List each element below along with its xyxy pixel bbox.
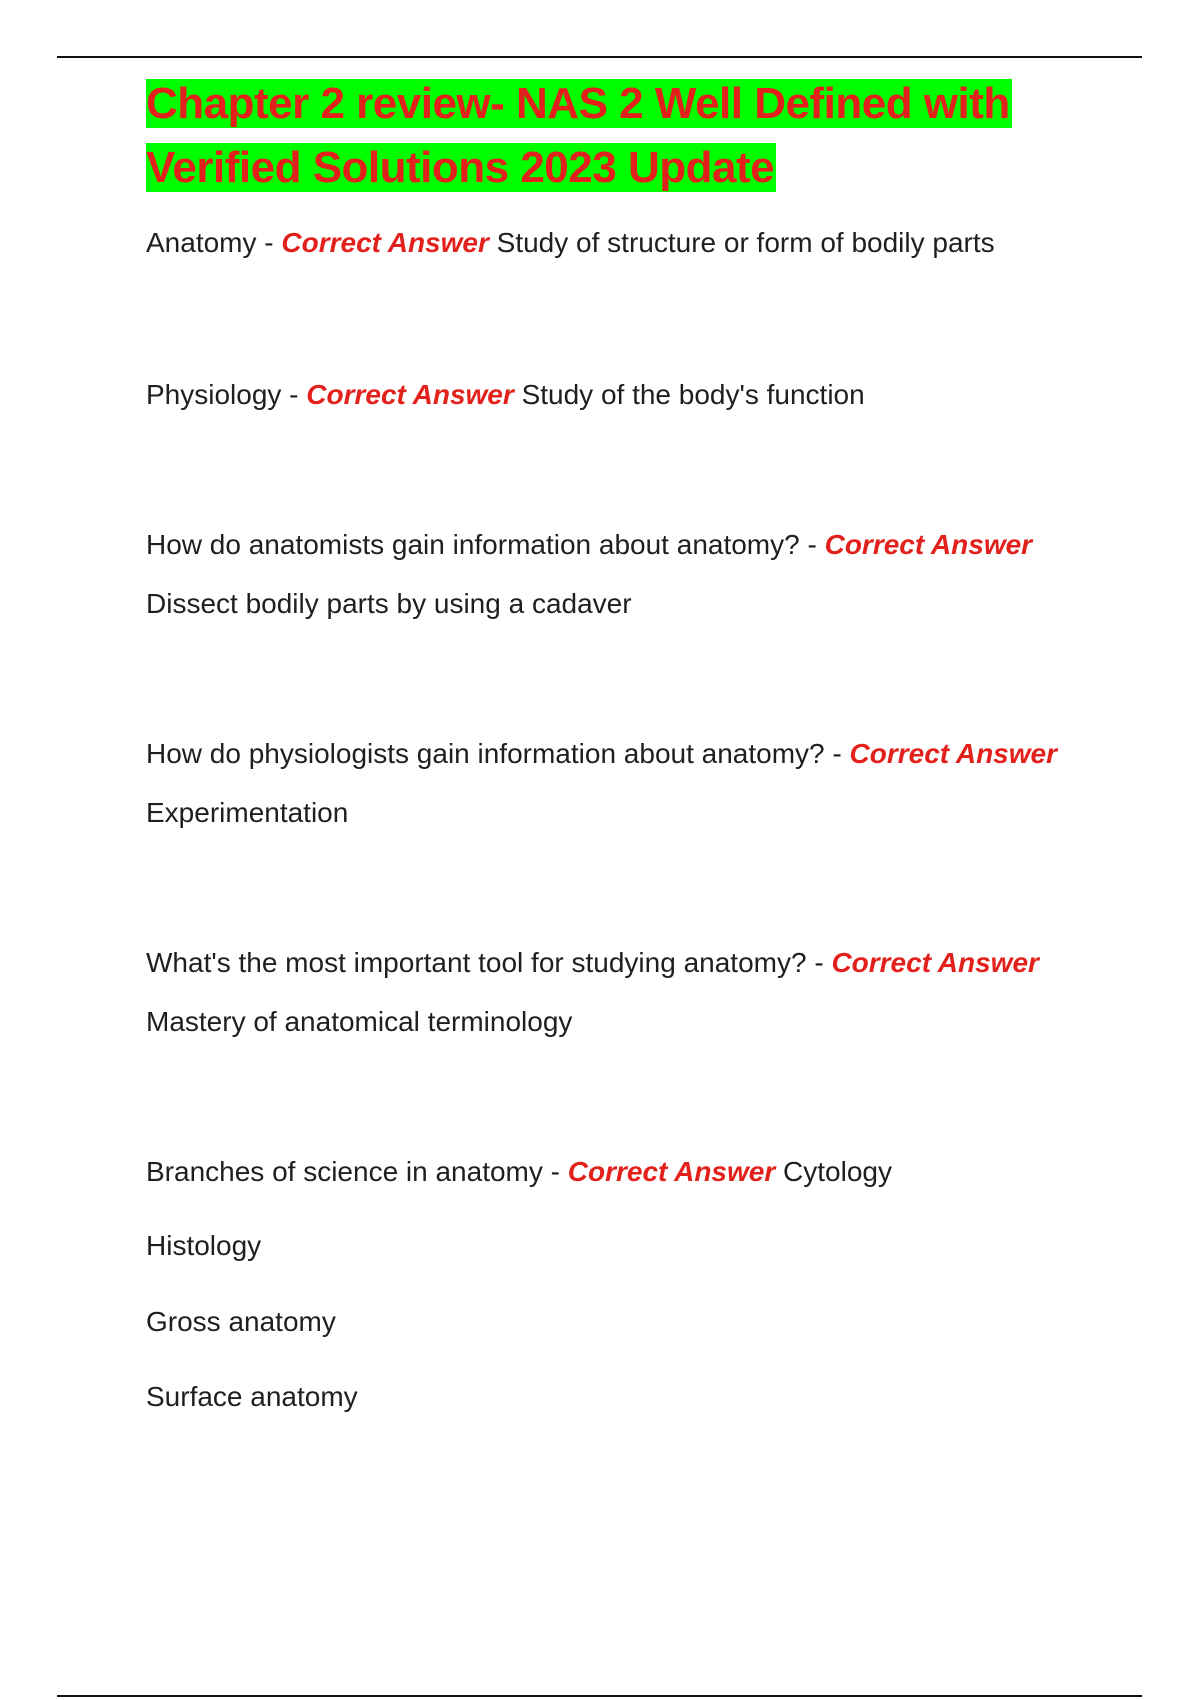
separator: - [281, 379, 307, 410]
qa-entry [146, 933, 1076, 1051]
top-rule [57, 56, 1142, 58]
answer-text: Mastery of anatomical terminology [146, 1006, 573, 1037]
question-text: How do physiologists gain information about anatomy? [146, 738, 825, 769]
answer-text: Study of the body's function [521, 379, 865, 410]
correct-answer-label: Correct Answer [306, 379, 514, 410]
title-line-2: Verified Solutions 2023 Update [146, 143, 775, 192]
correct-answer-label: Correct Answer [849, 738, 1057, 769]
question-text: Physiology [146, 379, 282, 410]
correct-answer-label: Correct Answer [567, 1156, 776, 1187]
answer-text: Dissect bodily parts by using a cadaver [146, 588, 632, 619]
correct-answer-label: Correct Answer [824, 529, 1033, 560]
correct-answer-label: Correct Answer [281, 227, 489, 258]
separator: - [542, 1156, 568, 1187]
question-text: How do anatomists gain information about anatomy? [146, 529, 800, 560]
qa-entry [146, 213, 1076, 272]
question-text: Anatomy [146, 227, 257, 258]
question-text: Branches of science in anatomy [146, 1156, 543, 1187]
branch-item: Gross anatomy [146, 1306, 336, 1337]
correct-answer-label: Correct Answer [831, 947, 1039, 978]
branch-item: Histology [146, 1230, 262, 1261]
document-title [146, 72, 1076, 200]
qa-entry [146, 515, 1076, 633]
qa-entry [146, 724, 1076, 842]
branch-item: Surface anatomy [146, 1381, 358, 1412]
separator: - [256, 227, 282, 258]
separator: - [799, 529, 825, 560]
document-body [146, 72, 1076, 1412]
separator: - [824, 738, 850, 769]
bottom-rule [57, 1695, 1142, 1697]
answer-text: Experimentation [146, 797, 349, 828]
answer-text: Study of structure or form of bodily parts [496, 227, 995, 258]
qa-entry [146, 365, 1076, 424]
separator: - [806, 947, 832, 978]
qa-entry [146, 1142, 1076, 1201]
answer-text: Cytology [783, 1156, 892, 1187]
title-line-1: Chapter 2 review- NAS 2 Well Defined with [146, 79, 1010, 128]
question-text: What's the most important tool for studying anatomy? [146, 947, 807, 978]
